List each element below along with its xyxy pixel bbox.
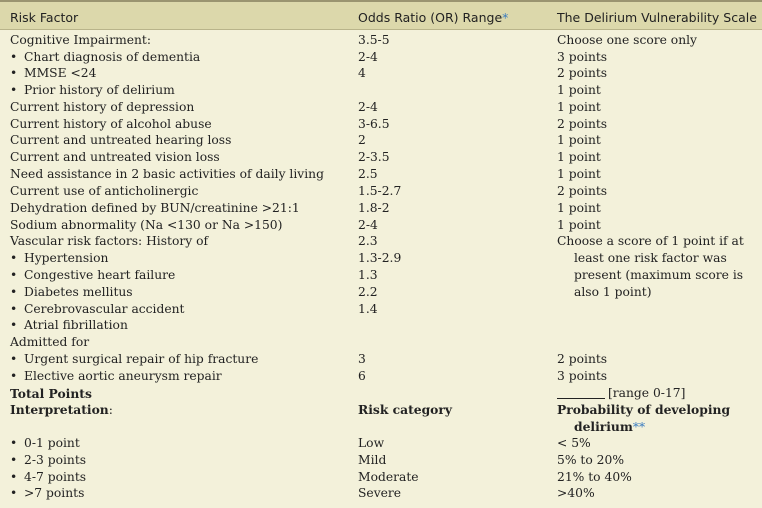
odds-ratio: 2-3.5 <box>358 150 390 164</box>
risk-factor: Dehydration defined by BUN/creatinine >21:1 <box>10 201 300 215</box>
interpretation-row <box>0 435 762 452</box>
odds-ratio: 1.4 <box>358 302 378 316</box>
table-row <box>0 217 762 234</box>
scale-score: 1 point <box>557 201 601 215</box>
odds-ratio: 1.8-2 <box>358 201 390 215</box>
table-row <box>0 351 762 368</box>
risk-factor: Current history of depression <box>10 100 195 114</box>
scale-score: 2 points <box>557 352 608 366</box>
odds-ratio: 3 <box>358 352 366 366</box>
asterisk-footnote-mark: * <box>502 10 509 25</box>
risk-factor: • Urgent surgical repair of hip fracture <box>10 351 258 368</box>
odds-ratio: 4 <box>358 66 366 80</box>
odds-ratio: 1.3-2.9 <box>358 251 402 265</box>
risk-category: Mild <box>358 453 387 467</box>
interpretation-header-row <box>0 401 762 418</box>
table-row <box>0 32 762 49</box>
table-row <box>0 368 762 385</box>
header-odds-ratio <box>358 10 508 25</box>
odds-ratio: 3.5-5 <box>358 33 390 47</box>
odds-ratio: 1.3 <box>358 268 378 282</box>
risk-factor: Current history of alcohol abuse <box>10 117 212 131</box>
risk-factor: • Diabetes mellitus <box>10 284 133 301</box>
total-points-row <box>0 385 762 402</box>
risk-category: Moderate <box>358 470 419 484</box>
scale-score: least one risk factor was <box>574 251 727 265</box>
scale-score: also 1 point) <box>574 285 652 299</box>
header-risk-factor: Risk Factor <box>10 10 79 25</box>
scale-score: Choose a score of 1 point if at <box>557 234 744 248</box>
risk-factor: • Cerebrovascular accident <box>10 301 185 318</box>
odds-ratio: 2.5 <box>358 167 378 181</box>
scale-score: 1 point <box>557 133 601 147</box>
points-range: • 0-1 point <box>10 435 80 452</box>
table-row <box>0 116 762 133</box>
table-row <box>0 301 762 318</box>
probability-header-cont <box>574 418 645 436</box>
double-asterisk-footnote-mark: ** <box>632 420 646 434</box>
risk-category-header: Risk category <box>358 402 452 417</box>
table-row <box>0 166 762 183</box>
header-vulnerability-scale: The Delirium Vulnerability Scale <box>557 10 757 25</box>
scale-score: 1 point <box>557 100 601 114</box>
table-row <box>0 267 762 284</box>
scale-score: 1 point <box>557 218 601 232</box>
table-row <box>0 65 762 82</box>
score-blank-line <box>557 386 605 399</box>
risk-factor: Current and untreated hearing loss <box>10 133 232 147</box>
table-row <box>0 82 762 99</box>
risk-factor: • Atrial fibrillation <box>10 317 128 334</box>
table-row <box>0 233 762 250</box>
odds-ratio: 2-4 <box>358 100 378 114</box>
risk-factor: Sodium abnormality (Na <130 or Na >150) <box>10 218 283 232</box>
odds-ratio: 3-6.5 <box>358 117 390 131</box>
scale-score: 2 points <box>557 117 608 131</box>
scale-score: 1 point <box>557 83 601 97</box>
risk-factor: • Congestive heart failure <box>10 267 175 284</box>
total-range: [range 0-17] <box>608 386 686 400</box>
header-odds-ratio-label: Odds Ratio (OR) Range <box>358 10 503 25</box>
table-row <box>0 183 762 200</box>
probability-header: Probability of developing <box>557 402 731 417</box>
interpretation-row <box>0 469 762 486</box>
risk-factor: Current and untreated vision loss <box>10 150 220 164</box>
total-points-field <box>557 385 685 402</box>
delirium-probability: >40% <box>557 486 595 500</box>
risk-factor: Current use of anticholinergic <box>10 184 199 198</box>
odds-ratio: 6 <box>358 369 366 383</box>
scale-score: 2 points <box>557 66 608 80</box>
points-range: • >7 points <box>10 485 84 502</box>
delirium-probability: 5% to 20% <box>557 453 625 467</box>
points-range: • 2-3 points <box>10 452 86 469</box>
delirium-probability: 21% to 40% <box>557 470 632 484</box>
scale-score: Choose one score only <box>557 33 698 47</box>
total-points-label: Total Points <box>10 386 92 401</box>
risk-factor: Cognitive Impairment: <box>10 33 152 47</box>
points-range: • 4-7 points <box>10 469 86 486</box>
table-header <box>0 0 762 30</box>
scale-score: present (maximum score is <box>574 268 744 282</box>
interpretation-row <box>0 485 762 502</box>
probability-header-delirium: delirium <box>574 419 633 434</box>
interpretation-header-row-2 <box>0 418 762 435</box>
table-row <box>0 284 762 301</box>
risk-factor: Vascular risk factors: History of <box>10 234 209 248</box>
odds-ratio: 1.5-2.7 <box>358 184 402 198</box>
odds-ratio: 2-4 <box>358 50 378 64</box>
table-row <box>0 317 762 334</box>
interpretation-label <box>10 401 113 419</box>
interpretation-title: Interpretation <box>10 402 109 417</box>
interpretation-row <box>0 452 762 469</box>
scale-score: 1 point <box>557 150 601 164</box>
table-row <box>0 149 762 166</box>
delirium-probability: < 5% <box>557 436 591 450</box>
risk-factor: • Prior history of delirium <box>10 82 175 99</box>
interpretation-colon: : <box>108 403 113 417</box>
scale-score: 3 points <box>557 50 608 64</box>
risk-factor: • Elective aortic aneurysm repair <box>10 368 222 385</box>
table-row <box>0 49 762 66</box>
odds-ratio: 2-4 <box>358 218 378 232</box>
table-row <box>0 250 762 267</box>
risk-factor: • MMSE <24 <box>10 65 96 82</box>
risk-factor: Admitted for <box>10 335 90 349</box>
scale-score: 1 point <box>557 167 601 181</box>
scale-score: 2 points <box>557 184 608 198</box>
table-row <box>0 99 762 116</box>
risk-factor: • Chart diagnosis of dementia <box>10 49 200 66</box>
table-row <box>0 200 762 217</box>
risk-category: Low <box>358 436 385 450</box>
table-row <box>0 132 762 149</box>
risk-factor: • Hypertension <box>10 250 108 267</box>
odds-ratio: 2.3 <box>358 234 378 248</box>
odds-ratio: 2.2 <box>358 285 378 299</box>
risk-factor: Need assistance in 2 basic activities of daily living <box>10 167 324 181</box>
table-row <box>0 334 762 351</box>
odds-ratio: 2 <box>358 133 366 147</box>
scale-score: 3 points <box>557 369 608 383</box>
risk-category: Severe <box>358 486 402 500</box>
